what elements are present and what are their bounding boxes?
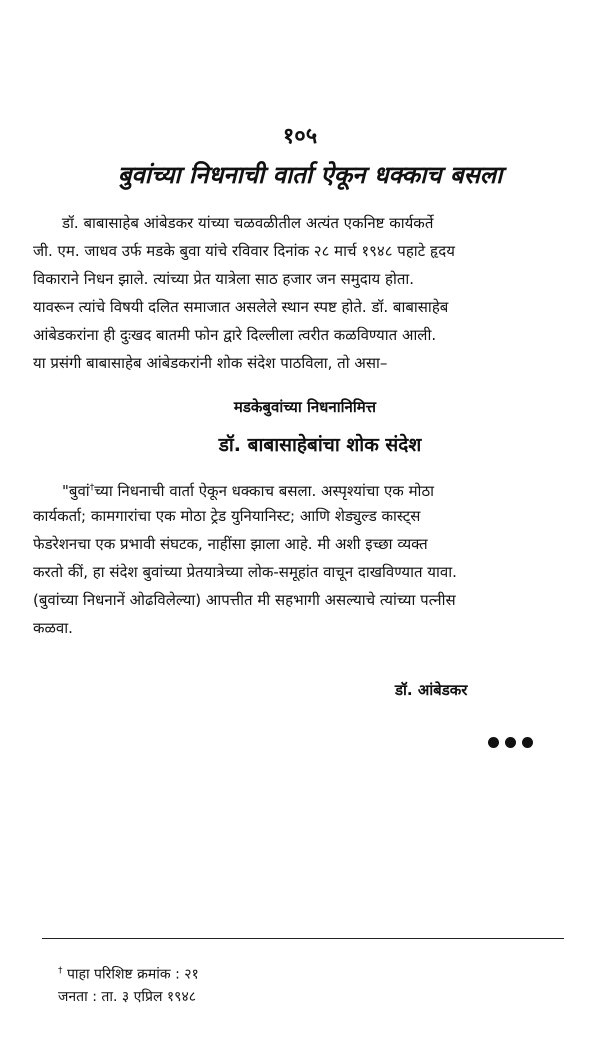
signature: डॉ. आंबेडकर [395,681,468,699]
message-line: कळवा. [33,619,73,637]
footnote-reference [58,962,199,984]
intro-line: विकाराने निधन झाले. त्यांच्या प्रेत यात्रेला साठ हजार जन समुदाय होता. [33,270,415,288]
message-line-rest: च्या निधनाची वार्ता ऐकून धक्काच बसला. अस्पृश्यांचा एक मोठा [94,482,435,500]
intro-line: या प्रसंगी बाबासाहेब आंबेडकरांनी शोक संदेश पाठविला, तो असा– [33,354,388,372]
footnote-divider [42,938,564,939]
chapter-title: बुवांच्या निधनाची वार्ता ऐकून धक्काच बसला [117,161,503,189]
footnote-reference-text: पाहा परिशिष्ट क्रमांक : २१ [66,966,199,983]
footnote-marker: † [89,483,95,493]
message-line: करतो कीं, हा संदेश बुवांच्या प्रेतयात्रेच्या लोक-समूहांत वाचून दाखविण्यात यावा. [33,563,457,581]
message-line: फेडरेशनचा एक प्रभावी संघटक, नाहींसा झाला आहे. मी अशी इच्छा व्यक्त [33,535,428,553]
message-line: (बुवांच्या निधनानें ओढविलेल्या) आपत्तीत मी सहभागी असल्याचे त्यांच्या पत्नीस [33,591,456,609]
sub-heading: मडकेबुवांच्या निधनानिमित्त [233,398,377,416]
intro-line: यावरून त्यांचे विषयी दलित समाजात असलेले स्थान स्पष्ट होते. डॉ. बाबासाहेब [33,298,449,316]
message-line: कार्यकर्ता; कामगारांचा एक मोठा ट्रेड युनियानिस्ट; आणि शेड्युल्ड कास्ट्स [33,507,421,525]
message-line-start: "बुवां [62,482,90,500]
ornament-dot [505,737,516,748]
ornament-dot [488,737,499,748]
message-line [62,478,434,501]
intro-line: डॉ. बाबासाहेब आंबेडकर यांच्या चळवळीतील अत्यंत एकनिष्ट कार्यकर्ते [62,214,434,232]
ornament-dot [522,737,533,748]
footnote-marker: † [58,966,63,976]
intro-line: आंबेडकरांना ही दुःखद बातमी फोन द्वारे दिल्लीला त्वरीत कळविण्यात आली. [33,326,437,344]
intro-line: जी. एम. जाधव उर्फ मडके बुवा यांचे रविवार दिनांक २८ मार्च १९४८ पहाटे हृदय [33,242,455,260]
chapter-number: १०५ [282,124,318,149]
footnote-source: जनता : ता. ३ एप्रिल १९४८ [58,989,197,1005]
section-end-ornament [488,737,533,748]
main-heading: डॉ. बाबासाहेबांचा शोक संदेश [218,434,422,456]
